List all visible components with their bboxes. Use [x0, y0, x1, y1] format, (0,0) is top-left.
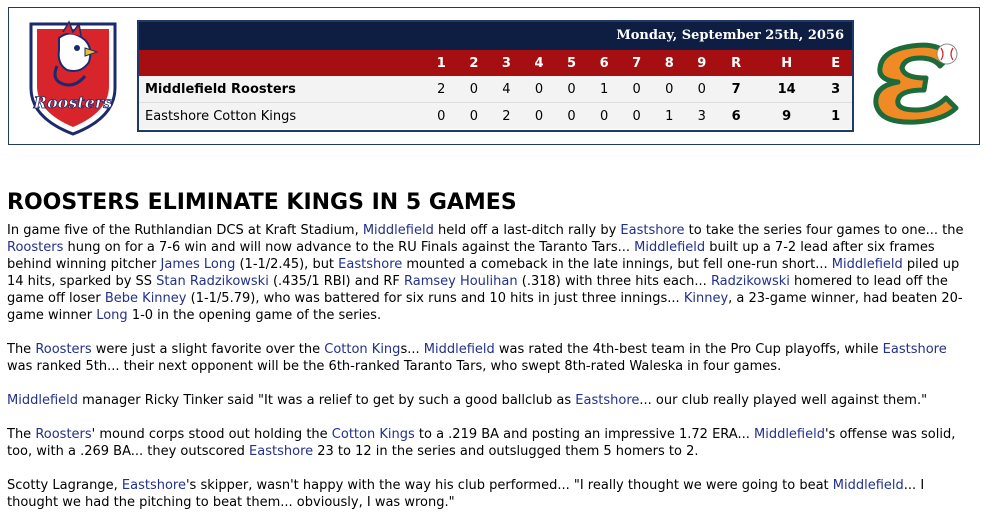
story-link[interactable]: Middlefield	[634, 240, 706, 255]
story-paragraph: The Roosters were just a slight favorite over the Cotton Kings... Middlefield was rated the 4th-best team in the Pro Cup playoffs, while Eastshore was ranked 5th... their next opponent will be the 6th-ranked Taranto Tars, who swept 8th-rated Waleska in four games.	[7, 342, 947, 374]
line-score-board	[137, 20, 854, 132]
inning-score: 0	[653, 76, 686, 103]
inning-header: 1	[425, 50, 458, 76]
story-link[interactable]: Stan Radzikowski	[156, 274, 269, 289]
errors-total: 3	[819, 76, 852, 103]
story-link[interactable]: Middlefield	[423, 342, 495, 357]
inning-header: 6	[588, 50, 621, 76]
hits-header: H	[754, 50, 819, 76]
inning-header: 5	[555, 50, 588, 76]
runs-header: R	[718, 50, 754, 76]
story-link[interactable]: James Long	[160, 257, 236, 272]
errors-total: 1	[819, 103, 852, 130]
inning-score: 0	[523, 103, 556, 130]
story-link[interactable]: Roosters	[35, 342, 92, 357]
story-paragraph: The Roosters' mound corps stood out holding the Cotton Kings to a .219 BA and posting an impressive 1.72 ERA... Middlefield's offense was solid, too, with a .269 BA... they outscored Eastshore 23 to 12 in the series and outslugged them 5 homers to 2.	[7, 427, 956, 459]
runs-total: 6	[718, 103, 754, 130]
inning-score: 0	[555, 76, 588, 103]
roosters-logo[interactable]	[23, 18, 123, 136]
inning-score: 2	[490, 103, 523, 130]
inning-score: 0	[458, 76, 491, 103]
inning-header: 2	[458, 50, 491, 76]
inning-score: 0	[458, 103, 491, 130]
inning-score: 0	[620, 103, 653, 130]
story-link[interactable]: Eastshore	[620, 223, 685, 238]
team-row-home	[139, 103, 852, 130]
story-link[interactable]: Cotton Kings	[331, 427, 415, 442]
inning-score: 0	[523, 76, 556, 103]
story-link[interactable]: Roosters	[7, 240, 64, 255]
story-link[interactable]: Middlefield	[832, 478, 904, 493]
story-link[interactable]: Middlefield	[7, 393, 78, 408]
inning-score: 0	[555, 103, 588, 130]
hits-total: 9	[754, 103, 819, 130]
inning-score: 0	[588, 103, 621, 130]
story-paragraph: Middlefield manager Ricky Tinker said "It was a relief to get by such a good ballclub as Eastshore... our club really played well against them."	[7, 393, 928, 408]
story-link[interactable]: Eastshore	[882, 342, 947, 357]
inning-score: 2	[425, 76, 458, 103]
team-name[interactable]: Middlefield Roosters	[139, 76, 425, 103]
line-score-table	[139, 50, 852, 129]
story-link[interactable]: Bebe Kinney	[104, 291, 187, 306]
inning-header: 9	[686, 50, 719, 76]
story-link[interactable]: Kinney	[683, 291, 729, 306]
story-link[interactable]: Eastshore	[338, 257, 403, 272]
inning-score: 0	[425, 103, 458, 130]
headline: ROOSTERS ELIMINATE KINGS IN 5 GAMES	[7, 190, 517, 215]
story-link[interactable]: Middlefield	[362, 223, 434, 238]
story-link[interactable]: Radzikowski	[710, 274, 790, 289]
story-paragraph: In game five of the Ruthlandian DCS at Kraft Stadium, Middlefield held off a last-ditch rally by Eastshore to take the series four games to one... the Roosters hung on for a 7-6 win and will now advance to the RU Finals against the Taranto Tars... Middlefield built up a 7-2 lead after six frames behind winning pitcher James Long (1-1/2.45), but Eastshore mounted a comeback in the late innings, but fell one-run short... Middlefield piled up 14 hits, sparked by SS Stan Radzikowski (.435/1 RBI) and RF Ramsey Houlihan (.318) with three hits each... Radzikowski homered to lead off the game off loser Bebe Kinney (1-1/5.79), who was battered for six runs and 10 hits in just three innings... Kinney, a 23-game winner, had beaten 20-game winner Long 1-0 in the opening game of the series.	[7, 223, 964, 323]
inning-header: 7	[620, 50, 653, 76]
cotton-kings-logo[interactable]	[864, 38, 968, 128]
inning-score: 3	[686, 103, 719, 130]
story-link[interactable]: Long	[96, 308, 128, 323]
story-link[interactable]: Middlefield	[753, 427, 825, 442]
inning-score: 1	[653, 103, 686, 130]
story-link[interactable]: Ramsey Houlihan	[403, 274, 518, 289]
scoreboard-panel	[8, 7, 980, 145]
team-row-away	[139, 76, 852, 103]
game-date: Monday, September 25th, 2056	[139, 22, 852, 50]
story-link[interactable]: Middlefield	[831, 257, 903, 272]
story-link[interactable]: Eastshore	[121, 478, 186, 493]
inning-score: 0	[620, 76, 653, 103]
story-link[interactable]: Eastshore	[249, 444, 314, 459]
inning-score: 4	[490, 76, 523, 103]
inning-header: 4	[523, 50, 556, 76]
story-paragraph: Scotty Lagrange, Eastshore's skipper, wasn't happy with the way his club performed... "I really thought we were going to beat Middlefield... I thought we had the pitching to beat them... obviously, I was wrong."	[7, 478, 925, 510]
team-column-header	[139, 50, 425, 76]
errors-header: E	[819, 50, 852, 76]
story-link[interactable]: Eastshore	[575, 393, 640, 408]
team-name[interactable]: Eastshore Cotton Kings	[139, 103, 425, 130]
inning-score: 0	[686, 76, 719, 103]
hits-total: 14	[754, 76, 819, 103]
inning-score: 1	[588, 76, 621, 103]
roosters-logo-wordmark: Roosters	[33, 93, 113, 112]
story-link[interactable]: Roosters	[35, 427, 92, 442]
inning-header: 3	[490, 50, 523, 76]
inning-header: 8	[653, 50, 686, 76]
story-link[interactable]: Cotton King	[324, 342, 401, 357]
story-body	[7, 222, 975, 528]
line-score-header-row	[139, 50, 852, 76]
runs-total: 7	[718, 76, 754, 103]
